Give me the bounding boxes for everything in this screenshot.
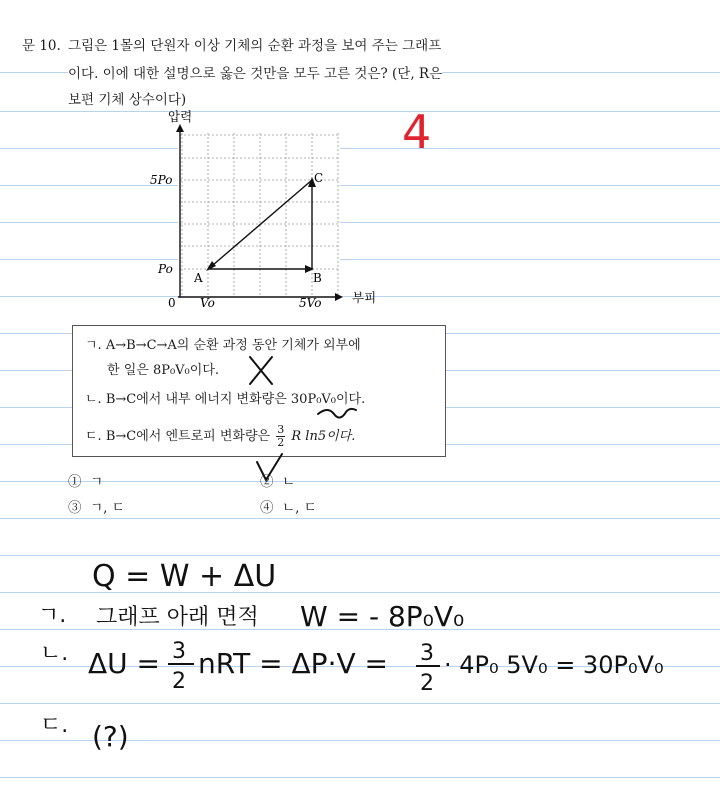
hw-frac2-den: 2 [420,671,434,696]
hw-line-2-text: 그래프 아래 면적 [96,605,259,630]
statement-c-fraction: $\frac{3}{2}$ [277,423,285,449]
question-line-1: 그림은 1몰의 단원자 이상 기체의 순환 과정을 보여 주는 그래프 [68,34,441,54]
question-number: 문 10. [22,38,61,54]
hw-line-4: (?) [92,720,129,753]
hw-frac1-den: 2 [172,669,186,694]
y-tick-po: Po [158,262,173,276]
x-axis-label: 부피 [352,290,377,305]
hw-label-a: ㄱ. [38,603,67,628]
y-axis-label: 압력 [168,109,193,124]
x-tick-vo: Vo [200,296,215,310]
choice-1[interactable]: ① ㄱ [68,474,104,490]
y-tick-5po: 5Po [150,173,173,187]
question-line-2: 이다. 이에 대한 설명으로 옳은 것만을 모두 고른 것은? (단, R은 [68,62,442,82]
hw-line-3-a: ΔU = [88,647,161,680]
answer-mark: 4 [402,105,432,159]
hw-line-2-eq: W = - 8P₀V₀ [300,600,465,633]
statement-a-cont: 한 일은 8P₀V₀이다. [107,363,220,378]
hw-line-1: Q = W + ΔU [92,559,277,594]
hw-line-3-b: nRT = ΔP·V = [198,647,388,680]
statement-c: ㄷ. B→C에서 엔트로피 변화량은 $\frac{3}{2}$ R ln5이다. [85,423,356,449]
check-mark-icon [257,454,282,480]
choice-4[interactable]: ④ ㄴ, ㄷ [260,500,317,516]
hw-line-3-c: · 4P₀ 5V₀ = 30P₀V₀ [444,651,664,679]
point-b-label: B [313,271,322,285]
x-tick-5vo: 5Vo [299,296,322,310]
point-c-label: C [314,171,324,185]
hw-frac1-num: 3 [172,639,186,664]
underline-squiggle-icon [318,409,356,418]
choice-2[interactable]: ② ㄴ [260,474,296,490]
point-a-label: A [194,271,203,285]
x-mark-icon [250,357,272,384]
question-line-3: 보편 기체 상수이다) [68,88,186,108]
statement-a: ㄱ. A→B→C→A의 순환 과정 동안 기체가 외부에 [85,338,361,353]
x-tick-0: 0 [168,296,176,310]
hw-frac2-num: 3 [420,641,434,666]
hw-label-c: ㄷ. [40,713,69,738]
choice-3[interactable]: ③ ㄱ, ㄷ [68,500,125,516]
hw-label-b: ㄴ. [40,641,69,666]
statement-b: ㄴ. B→C에서 내부 에너지 변화량은 30P₀V₀이다. [85,392,366,407]
